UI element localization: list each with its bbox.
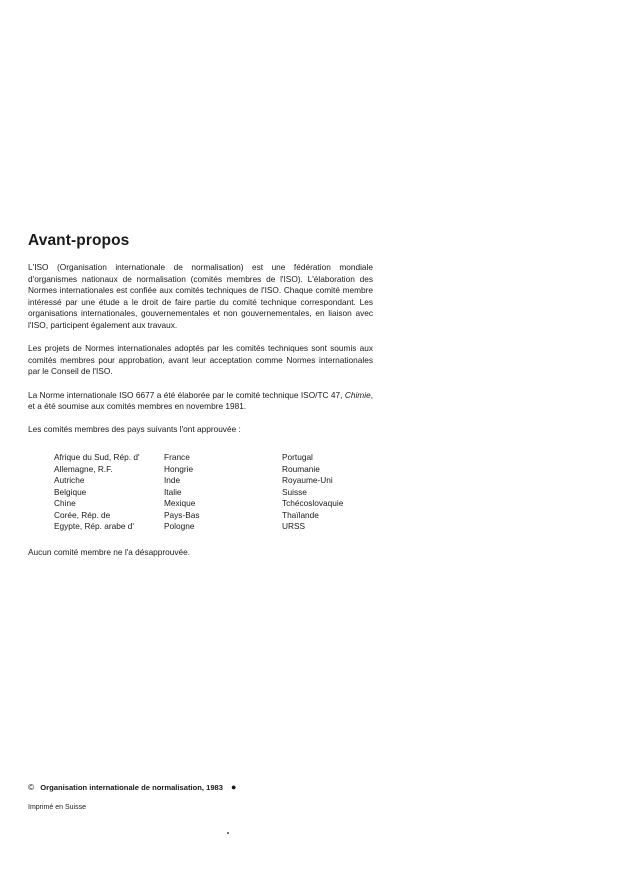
bullet-icon: ● xyxy=(230,782,237,792)
country-item: France xyxy=(164,451,190,462)
page-title: Avant-propos xyxy=(28,232,130,249)
country-item: Egypte, Rép. arabe d' xyxy=(54,521,134,532)
countries-column-2 xyxy=(164,452,282,533)
committee-name: Chimie xyxy=(344,389,371,400)
countries-column-1 xyxy=(54,452,164,533)
country-item: Pologne xyxy=(164,521,195,532)
copyright-line xyxy=(28,782,236,792)
country-item: Pays-Bas xyxy=(164,509,200,520)
country-item: URSS xyxy=(282,521,306,532)
country-item: Hongrie xyxy=(164,463,194,474)
country-item: Belgique xyxy=(54,486,87,497)
country-item: Portugal xyxy=(282,451,313,462)
paragraph-approval-intro: Les comités membres des pays suivants l'ont approuvée : xyxy=(28,424,241,435)
country-item: Allemagne, R.F. xyxy=(54,463,113,474)
country-item: Corée, Rép. de xyxy=(54,509,111,520)
printed-in: Imprimé en Suisse xyxy=(28,804,86,811)
paragraph-iso-6677 xyxy=(28,390,373,413)
copyright-organisation: Organisation internationale de normalisation, 1983 xyxy=(40,782,223,792)
country-item: Mexique xyxy=(164,498,196,509)
country-item: Afrique du Sud, Rép. d' xyxy=(54,451,140,462)
country-item: Royaume-Uni xyxy=(282,475,333,486)
country-item: Roumanie xyxy=(282,463,320,474)
iso-6677-text-start: La Norme internationale ISO 6677 a été élaborée par le comité technique ISO/TC 47, xyxy=(28,389,345,400)
country-item: Inde xyxy=(164,475,181,486)
paragraph-iso-description: L'ISO (Organisation internationale de normalisation) est une fédération mondiale d'organismes nationaux de normalisation (comités membres de l'ISO). L'élaboration des Normes internationales est confiée aux comités techniques de l'ISO. Chaque comité membre intéressé par une étude a le droit de faire partie du comité technique correspondant. Les organisations internationales, gouvernementales et non gouvernementales, en liaison avec l'ISO, participent également aux travaux. xyxy=(28,262,373,330)
copyright-icon: © xyxy=(28,782,35,792)
countries-column-3 xyxy=(282,452,402,533)
scan-speck xyxy=(227,832,229,834)
country-item: Suisse xyxy=(282,486,307,497)
approving-countries-list xyxy=(54,452,373,533)
country-item: Autriche xyxy=(54,475,85,486)
foreword-body xyxy=(28,262,373,570)
country-item: Thaïlande xyxy=(282,509,319,520)
paragraph-no-disapproval: Aucun comité membre ne l'a désapprouvée. xyxy=(28,547,191,558)
country-item: Italie xyxy=(164,486,182,497)
paragraph-draft-standards: Les projets de Normes internationales adoptés par les comités techniques sont soumis aux comités membres pour approbation, avant leur acceptation comme Normes internationales par le Conseil de l'ISO. xyxy=(28,343,373,377)
country-item: Tchécoslovaquie xyxy=(282,498,344,509)
iso-6677-text-end: , et a été soumise aux comités membres en novembre 1981. xyxy=(28,389,373,412)
country-item: Chine xyxy=(54,498,76,509)
